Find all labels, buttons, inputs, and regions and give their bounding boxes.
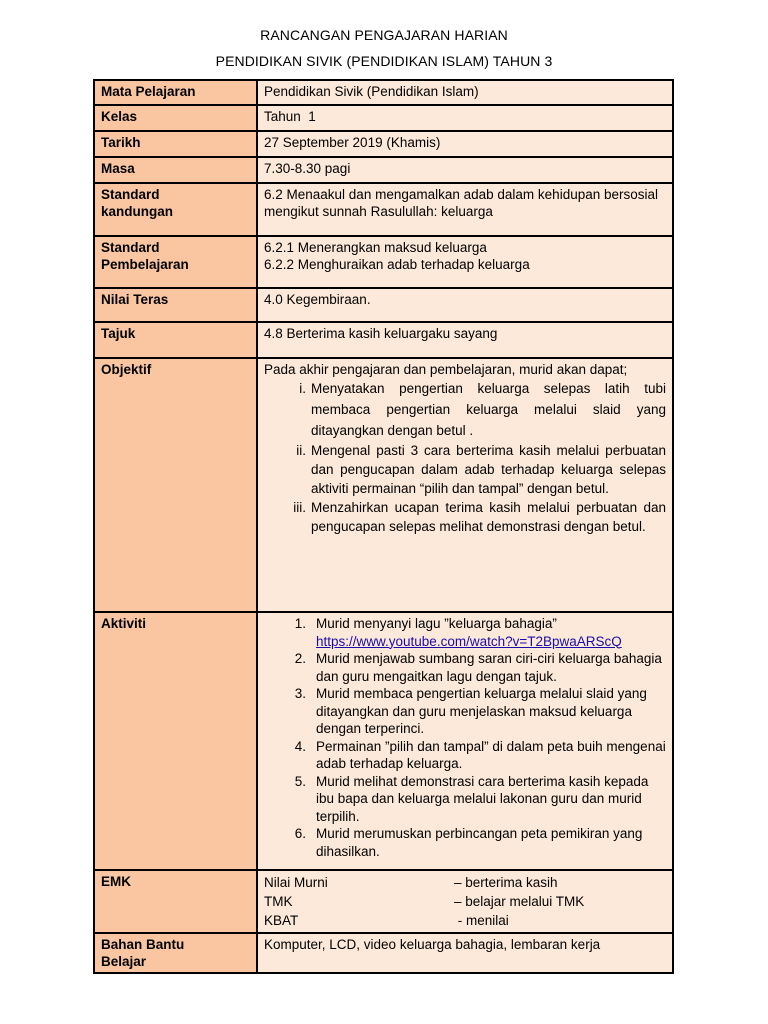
objektif-marker: i.: [299, 381, 306, 396]
label-nilai-teras: Nilai Teras: [94, 288, 257, 322]
emk-item: [264, 873, 666, 892]
document-subtitle: PENDIDIKAN SIVIK (PENDIDIKAN ISLAM) TAHUN 3: [215, 53, 553, 69]
row-aktiviti: [94, 612, 673, 870]
value-objektif: [257, 358, 673, 612]
emk-desc: - menilai: [454, 913, 509, 928]
row-kelas: [94, 105, 673, 131]
aktiviti-list: [264, 615, 666, 860]
value-bahan-bantu: Komputer, LCD, video keluarga bahagia, lembaran kerja: [257, 933, 673, 973]
label-emk: EMK: [94, 870, 257, 933]
label-tajuk: Tajuk: [94, 322, 257, 358]
label-bahan-bantu-line2: Belajar: [101, 954, 147, 969]
document-title: RANCANGAN PENGAJARAN HARIAN: [260, 27, 508, 43]
label-kelas: Kelas: [94, 105, 257, 131]
emk-item: [264, 892, 666, 911]
aktiviti-text: Murid menjawab sumbang saran ciri-ciri keluarga bahagia dan guru mengaitkan lagu dengan tajuk.: [316, 651, 662, 684]
value-nilai-teras: 4.0 Kegembiraan.: [257, 288, 673, 322]
aktiviti-text: Murid membaca pengertian keluarga melalui slaid yang ditayangkan dan guru menjelaskan maksud keluarga dengan terperinci.: [316, 686, 647, 736]
label-standard-kandungan-line2: kandungan: [101, 204, 174, 219]
objektif-text: Menyatakan pengertian keluarga selepas latih tubi membaca pengertian keluarga melalui slaid yang ditayangkan dengan betul .: [311, 381, 666, 438]
standard-pembelajaran-item: 6.2.1 Menerangkan maksud keluarga: [264, 240, 487, 255]
emk-desc: – berterima kasih: [454, 875, 558, 890]
lesson-plan-table: [93, 79, 674, 974]
label-mata-pelajaran: Mata Pelajaran: [94, 80, 257, 105]
row-mata-pelajaran: [94, 80, 673, 105]
aktiviti-item: [286, 738, 666, 773]
label-bahan-bantu: [94, 933, 257, 973]
value-kelas: Tahun 1: [257, 105, 673, 131]
aktiviti-text: Permainan ”pilih dan tampal” di dalam peta buih mengenai adab terhadap keluarga.: [316, 738, 666, 771]
emk-name: TMK: [264, 894, 293, 909]
aktiviti-marker: 2.: [294, 651, 306, 666]
label-standard-kandungan-line1: Standard: [101, 187, 160, 202]
objektif-text: Mengenal pasti 3 cara berterima kasih melalui perbuatan dan pengucapan dalam adab terhadap keluarga selepas aktiviti permainan “pilih dan tampal” dengan betul.: [311, 443, 666, 496]
youtube-link[interactable]: https://www.youtube.com/watch?v=T2BpwaARScQ: [316, 633, 622, 649]
aktiviti-item: [286, 650, 666, 685]
row-standard-kandungan: [94, 183, 673, 236]
objektif-marker: iii.: [293, 500, 306, 515]
standard-pembelajaran-item: 6.2.2 Menghuraikan adab terhadap keluarga: [264, 257, 530, 272]
value-aktiviti: [257, 612, 673, 870]
aktiviti-item: [286, 825, 666, 860]
value-standard-pembelajaran: [257, 236, 673, 288]
row-emk: [94, 870, 673, 933]
label-masa: Masa: [94, 157, 257, 183]
aktiviti-marker: 5.: [294, 773, 306, 789]
row-standard-pembelajaran: [94, 236, 673, 288]
label-objektif: Objektif: [94, 358, 257, 612]
aktiviti-item: [286, 773, 666, 826]
emk-desc: – belajar melalui TMK: [454, 894, 585, 909]
objektif-item: [286, 378, 666, 441]
row-masa: [94, 157, 673, 183]
aktiviti-text: Murid merumuskan perbincangan peta pemikiran yang dihasilkan.: [316, 826, 643, 859]
row-tarikh: [94, 131, 673, 157]
label-standard-pembelajaran-line2: Pembelajaran: [101, 257, 189, 272]
emk-name: KBAT: [264, 913, 299, 928]
objektif-text: Menzahirkan ucapan terima kasih melalui perbuatan dan pengucapan selepas melihat demonstrasi dengan betul.: [311, 500, 666, 534]
label-tarikh: Tarikh: [94, 131, 257, 157]
label-bahan-bantu-line1: Bahan Bantu: [101, 937, 185, 952]
value-standard-kandungan: 6.2 Menaakul dan mengamalkan adab dalam kehidupan bersosial mengikut sunnah Rasulullah: keluarga: [257, 183, 673, 236]
objektif-item: [286, 498, 666, 536]
row-objektif: [94, 358, 673, 612]
value-emk: [257, 870, 673, 933]
label-aktiviti: Aktiviti: [94, 612, 257, 870]
value-masa: 7.30-8.30 pagi: [257, 157, 673, 183]
value-mata-pelajaran: Pendidikan Sivik (Pendidikan Islam): [257, 80, 673, 105]
objektif-item: [286, 441, 666, 498]
aktiviti-marker: 6.: [294, 826, 306, 841]
objektif-list: [264, 378, 666, 536]
aktiviti-marker: 3.: [294, 686, 306, 701]
objektif-marker: ii.: [296, 443, 306, 458]
row-bahan-bantu: [94, 933, 673, 973]
value-tajuk: 4.8 Berterima kasih keluargaku sayang: [257, 322, 673, 358]
aktiviti-item: [286, 615, 666, 650]
aktiviti-item: [286, 685, 666, 738]
row-nilai-teras: [94, 288, 673, 322]
aktiviti-marker: 1.: [294, 616, 306, 631]
label-standard-pembelajaran: [94, 236, 257, 288]
label-standard-kandungan: [94, 183, 257, 236]
label-standard-pembelajaran-line1: Standard: [101, 240, 160, 255]
emk-name: Nilai Murni: [264, 875, 328, 890]
emk-item: [264, 911, 666, 930]
row-tajuk: [94, 322, 673, 358]
aktiviti-marker: 4.: [294, 738, 306, 754]
aktiviti-text: Murid melihat demonstrasi cara berterima kasih kepada ibu bapa dan keluarga melalui lakonan guru dan murid terpilih.: [316, 773, 649, 824]
objektif-intro: Pada akhir pengajaran dan pembelajaran, murid akan dapat;: [264, 362, 628, 377]
value-tarikh: 27 September 2019 (Khamis): [257, 131, 673, 157]
aktiviti-text: Murid menyanyi lagu ”keluarga bahagia”: [316, 616, 557, 631]
